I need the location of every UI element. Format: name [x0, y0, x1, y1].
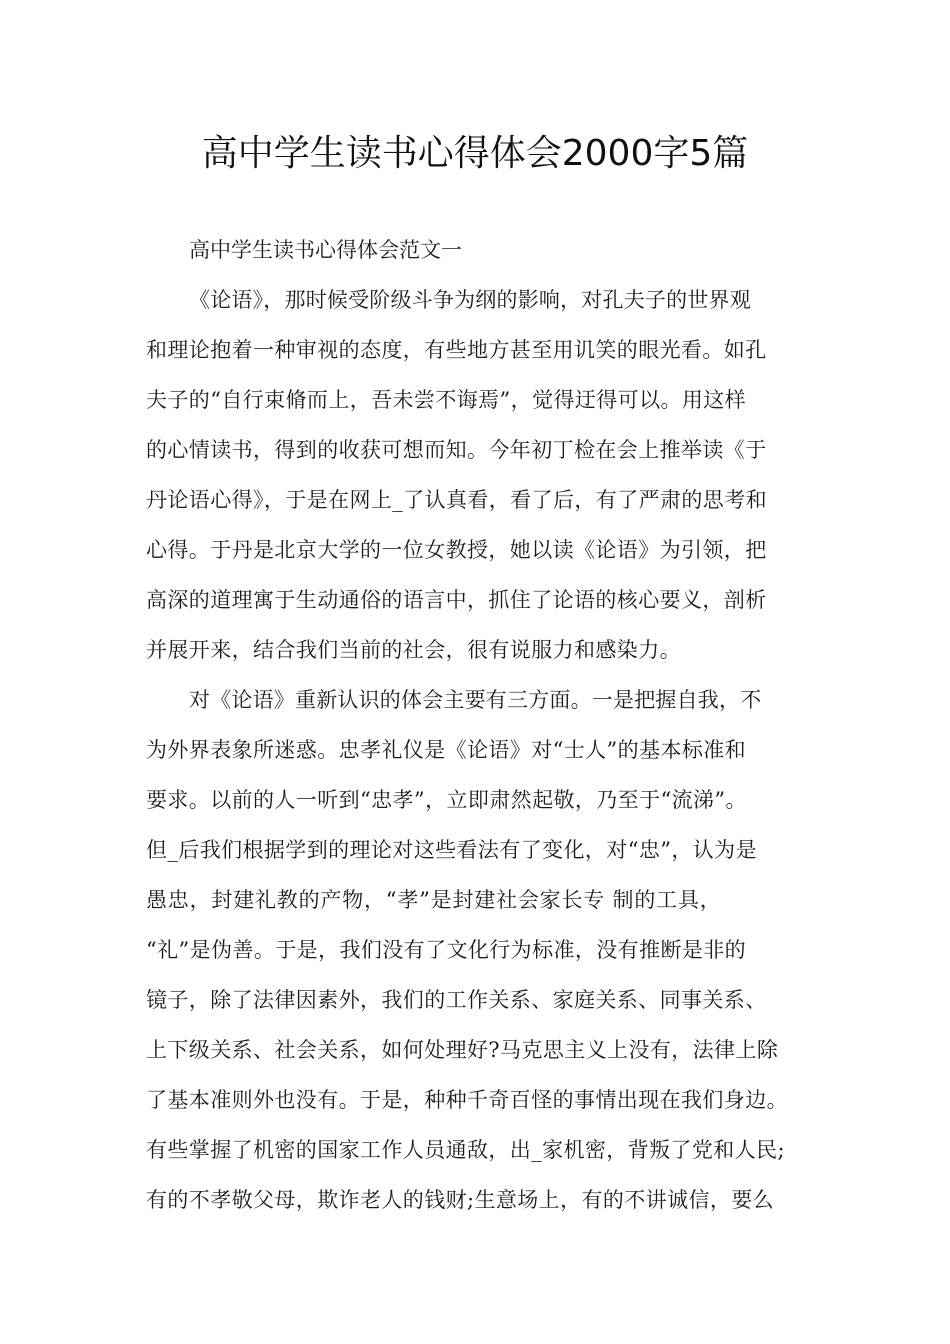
- paragraph-line: 的心情读书，得到的收获可想而知。今年初丁检在会上推举读《于: [146, 438, 767, 462]
- document-title: 高中学生读书心得体会2000字5篇: [201, 133, 749, 174]
- paragraph-line: 了基本准则外也没有。于是，种种千奇百怪的事情出现在我们身边。: [146, 1088, 788, 1112]
- paragraph-line: 高深的道理寓于生动通俗的语言中，抓住了论语的核心要义，剖析: [146, 588, 767, 612]
- paragraph-line: 但_后我们根据学到的理论对这些看法有了变化，对“忠”，认为是: [146, 838, 757, 862]
- paragraph-line: 要求。以前的人一听到“忠孝”，立即肃然起敬，乃至于“流涕”。: [146, 788, 747, 812]
- paragraph-line: 镜子，除了法律因素外，我们的工作关系、家庭关系、同事关系、: [146, 988, 767, 1012]
- paragraph-line: 《论语》，那时候受阶级斗争为纲的影响，对孔夫子的世界观: [189, 288, 751, 312]
- paragraph-line: 丹论语心得》，于是在网上_了认真看，看了后，有了严肃的思考和: [146, 488, 767, 512]
- paragraph-line: 愚忠，封建礼教的产物，“孝”是封建社会家长专 制的工具，: [146, 888, 722, 912]
- paragraph-line: 对《论语》重新认识的体会主要有三方面。一是把握自我，不: [189, 688, 762, 712]
- paragraph-line: 上下级关系、社会关系，如何处理好?马克思主义上没有，法律上除: [146, 1038, 779, 1062]
- paragraph-line: 和理论抱着一种审视的态度，有些地方甚至用讥笑的眼光看。如孔: [146, 338, 767, 362]
- paragraph-line: “礼”是伪善。于是，我们没有了文化行为标准，没有推断是非的: [146, 938, 747, 962]
- paragraph-line: 并展开来，结合我们当前的社会，很有说服力和感染力。: [146, 638, 681, 662]
- paragraph-line: 有的不孝敬父母，欺诈老人的钱财;生意场上，有的不讲诚信，要么: [146, 1188, 775, 1212]
- paragraph-line: 为外界表象所迷惑。忠孝礼仪是《论语》对“士人”的基本标准和: [146, 738, 747, 762]
- paragraph-line: 夫子的“自行束脩而上，吾未尝不诲焉”，觉得迂得可以。用这样: [146, 388, 747, 412]
- paragraph-line: 有些掌握了机密的国家工作人员通敌，出_家机密，背叛了党和人民;: [146, 1138, 785, 1162]
- paragraph-line: 心得。于丹是北京大学的一位女教授，她以读《论语》为引领，把: [146, 538, 767, 562]
- essay-subheading: 高中学生读书心得体会范文一: [189, 238, 462, 262]
